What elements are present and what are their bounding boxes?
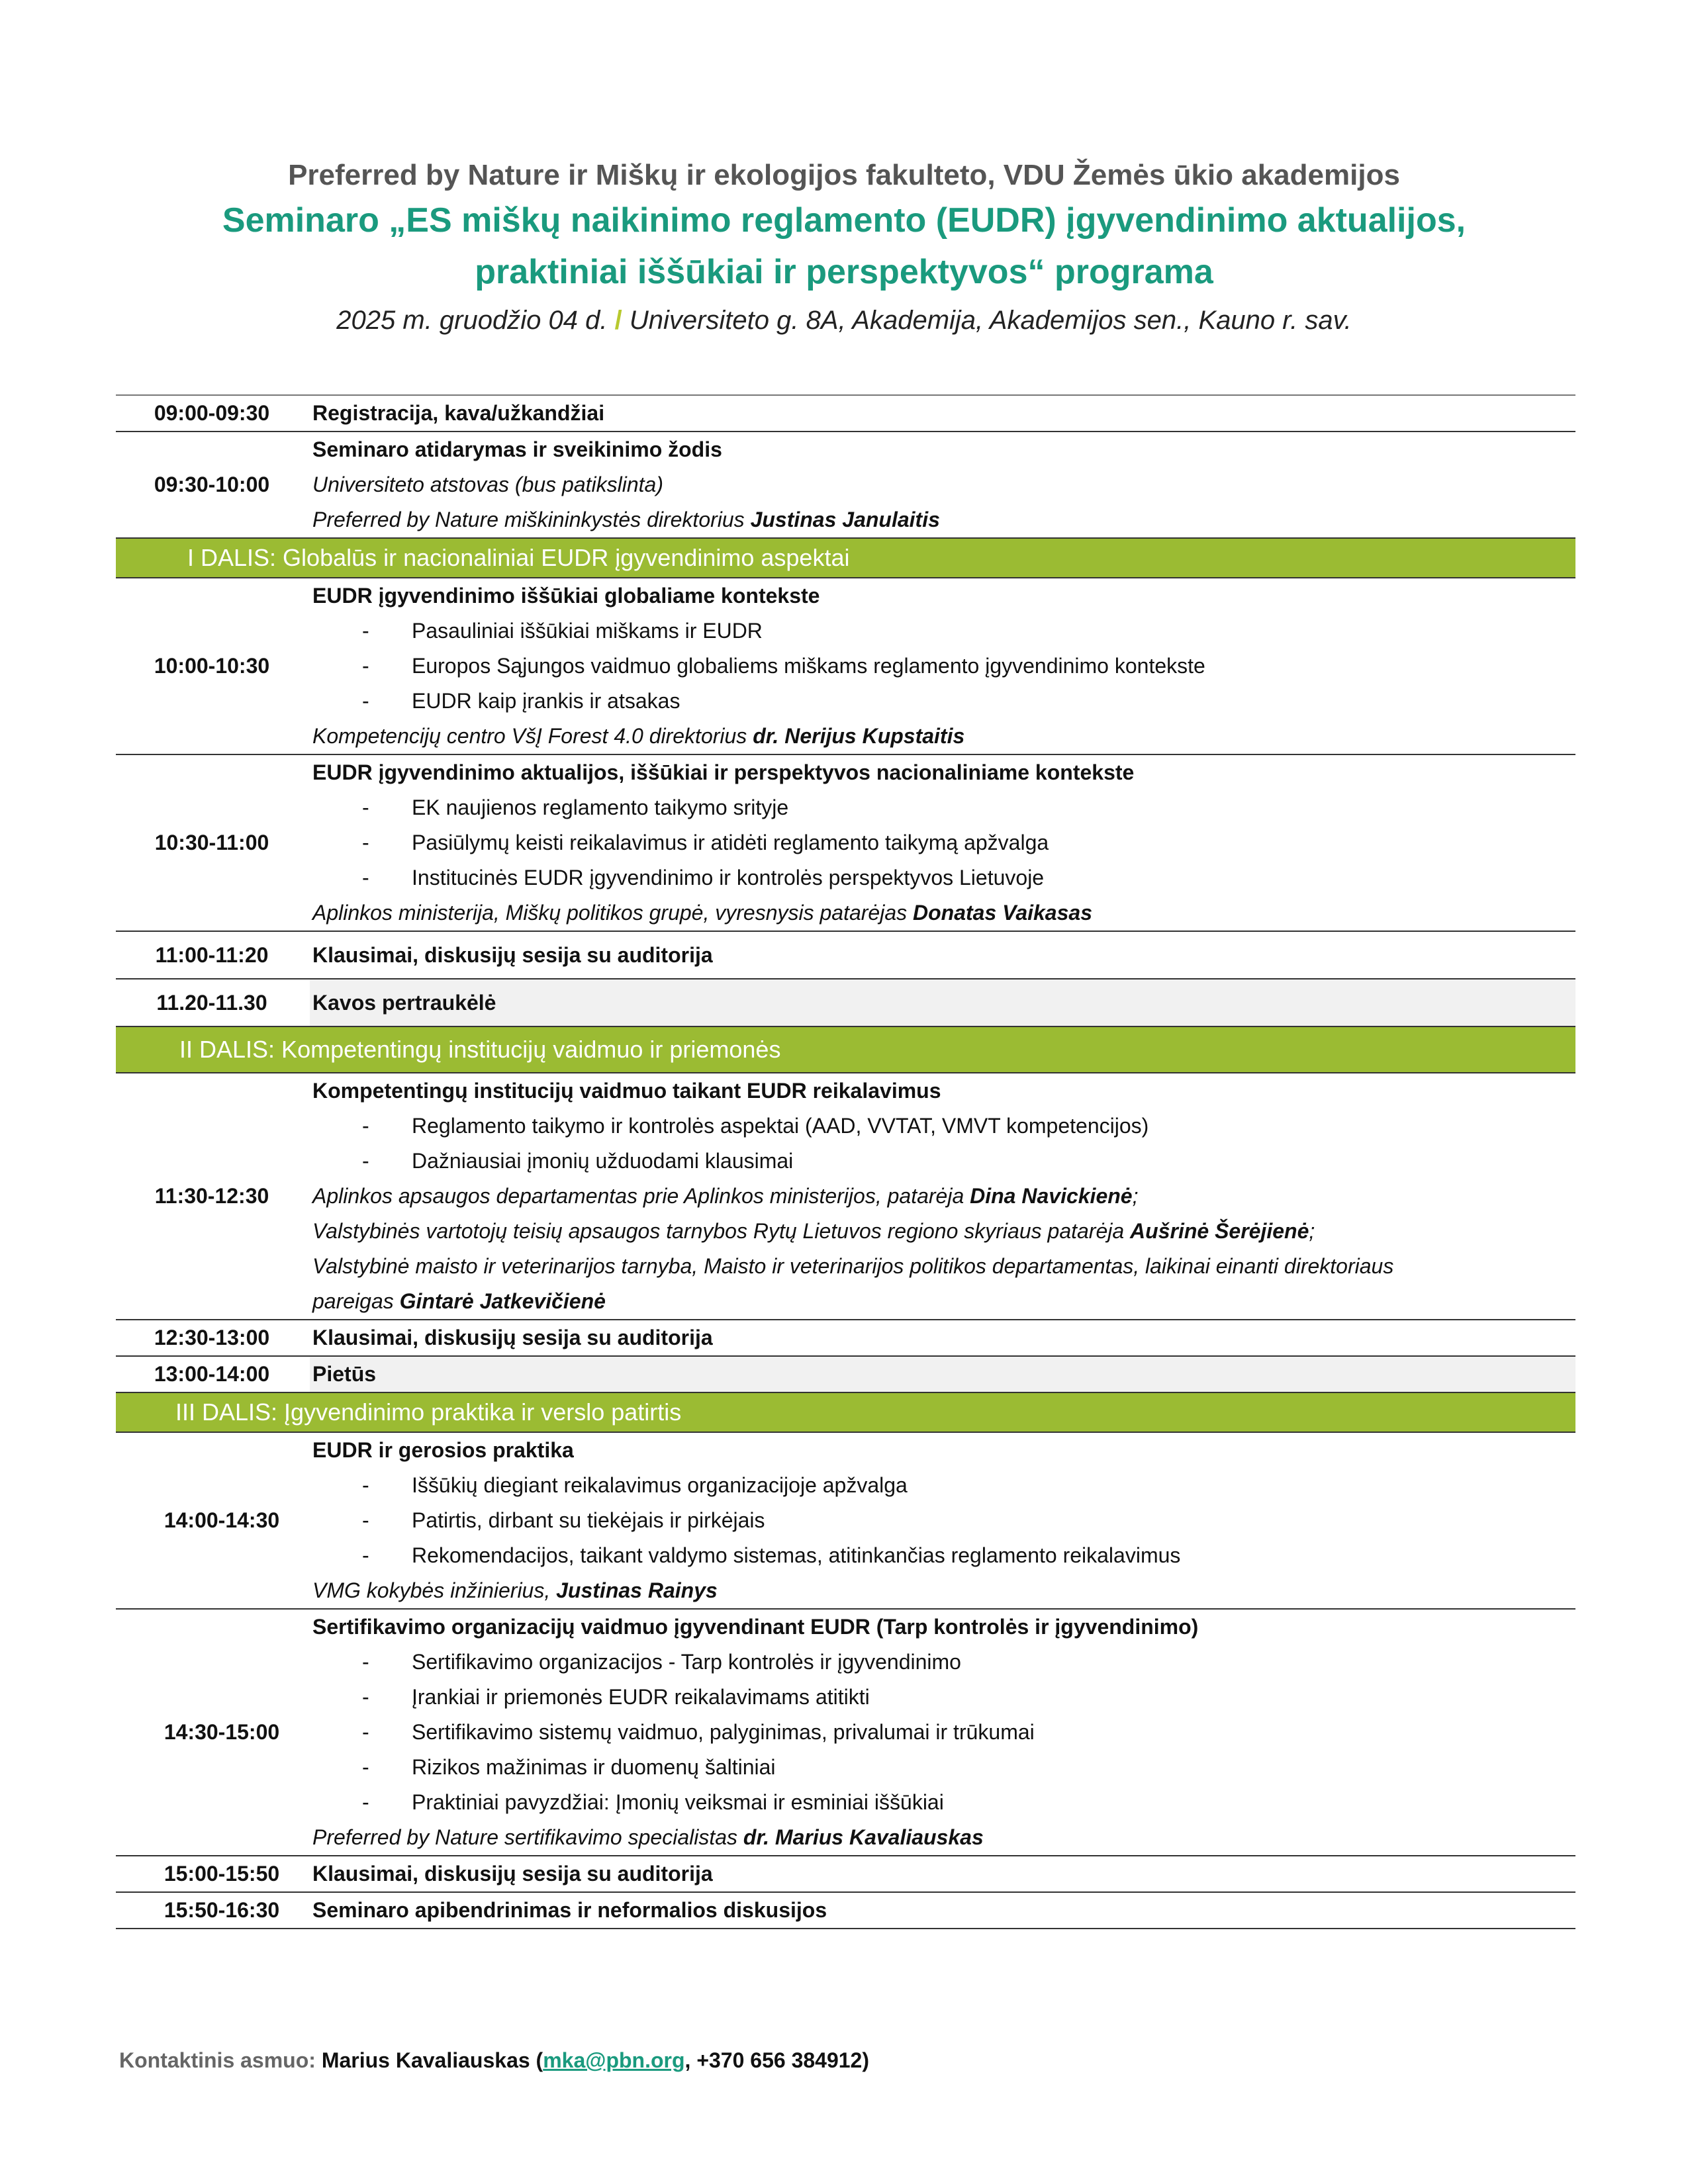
- session-title: Kavos pertraukėlė: [312, 990, 496, 1015]
- section-header: I DALIS: Globalūs ir nacionaliniai EUDR įgyvendinimo aspektai: [116, 539, 1575, 578]
- time-cell: 09:00-09:30: [154, 401, 270, 425]
- speaker-line: Valstybinės vartotojų teisių apsaugos tarnybos Rytų Lietuvos regiono skyriaus patarėja Aušrinė Šerėjienė;: [312, 1219, 1315, 1243]
- contact-name: Marius Kavaliauskas (: [321, 2048, 543, 2072]
- document-header: [0, 147, 1688, 340]
- speaker-name: Justinas Janulaitis: [750, 508, 940, 531]
- agenda-row: [116, 396, 1575, 432]
- time-cell: 14:30-15:00: [164, 1720, 280, 1744]
- agenda-row: [116, 1856, 1575, 1893]
- agenda-row: [116, 1357, 1575, 1393]
- speaker-name: dr. Marius Kavaliauskas: [743, 1825, 984, 1849]
- agenda-row: [116, 1610, 1575, 1856]
- speaker-role: Aplinkos ministerija, Miškų politikos grupė, vyresnysis patarėjas: [312, 901, 914, 925]
- speaker-role: Preferred by Nature sertifikavimo specialistas: [312, 1825, 743, 1849]
- speaker-line: Universiteto atstovas (bus patikslinta): [312, 473, 663, 496]
- agenda-row: [116, 1893, 1575, 1929]
- session-title: Kompetentingų institucijų vaidmuo taikant EUDR reikalavimus: [312, 1079, 941, 1103]
- agenda-row: [116, 432, 1575, 539]
- title-line-1: Seminaro „ES miškų naikinimo reglamento (EUDR) įgyvendinimo aktualijos,: [222, 201, 1466, 240]
- time-cell: 09:30-10:00: [154, 473, 270, 496]
- bullet-item: - Iššūkių diegiant reikalavimus organizacijoje apžvalga: [362, 1473, 908, 1497]
- section-header: II DALIS: Kompetentingų institucijų vaidmuo ir priemonės: [116, 1027, 1575, 1073]
- bullet-item: - EUDR kaip įrankis ir atsakas: [362, 689, 680, 713]
- session-title: Klausimai, diskusijų sesija su auditorija: [312, 1326, 713, 1349]
- speaker-line: [312, 1284, 1575, 1319]
- agenda-row: [116, 1320, 1575, 1357]
- speaker-line: [312, 895, 1575, 931]
- speaker-role: Valstybinės vartotojų teisių apsaugos tarnybos Rytų Lietuvos regiono skyriaus patarėja: [312, 1219, 1131, 1243]
- speaker-line: [312, 502, 1575, 537]
- speaker-line: Aplinkos apsaugos departamentas prie Aplinkos ministerijos, patarėja Dina Navickienė;: [312, 1184, 1139, 1208]
- speaker-role: Aplinkos apsaugos departamentas prie Aplinkos ministerijos, patarėja: [312, 1184, 970, 1208]
- time-cell: 10:30-11:00: [154, 831, 269, 854]
- contact-phone: , +370 656 384912): [684, 2048, 869, 2072]
- speaker-role: Preferred by Nature miškininkystės direktorius: [312, 508, 751, 531]
- bullet-item: - Dažniausiai įmonių užduodami klausimai: [362, 1149, 794, 1173]
- session-title: Pietūs: [312, 1362, 377, 1386]
- speaker-role: pareigas: [312, 1289, 400, 1313]
- bullet-item: - EK naujienos reglamento taikymo srityje: [362, 796, 789, 819]
- speaker-name: dr. Nerijus Kupstaitis: [753, 724, 965, 748]
- bullet-item: - Reglamento taikymo ir kontrolės aspektai (AAD, VVTAT, VMVT kompetencijos): [362, 1114, 1149, 1138]
- bullet-item: - Sertifikavimo sistemų vaidmuo, palyginimas, privalumai ir trūkumai: [362, 1720, 1035, 1744]
- agenda-row: [116, 932, 1575, 979]
- time-cell: 12:30-13:00: [154, 1326, 270, 1349]
- time-cell: 13:00-14:00: [154, 1362, 270, 1386]
- time-cell: 11:00-11:20: [155, 942, 269, 967]
- session-title: Seminaro apibendrinimas ir neformalios diskusijos: [312, 1898, 827, 1922]
- session-title: EUDR ir gerosios praktika: [312, 1438, 574, 1462]
- event-date: 2025 m. gruodžio 04 d.: [336, 306, 608, 335]
- session-title: Sertifikavimo organizacijų vaidmuo įgyvendinant EUDR (Tarp kontrolės ir įgyvendinimo): [312, 1615, 1199, 1639]
- session-title: Klausimai, diskusijų sesija su auditorija: [312, 942, 713, 967]
- section-header: III DALIS: Įgyvendinimo praktika ir verslo patirtis: [116, 1393, 1575, 1433]
- agenda-row: [116, 979, 1575, 1027]
- bullet-item: - Sertifikavimo organizacijos - Tarp kontrolės ir įgyvendinimo: [362, 1650, 961, 1674]
- speaker-line: [312, 1820, 1575, 1855]
- organizers-line: Preferred by Nature ir Miškų ir ekologijos fakulteto, VDU Žemės ūkio akademijos: [288, 159, 1400, 191]
- time-cell: 11.20-11.30: [156, 990, 267, 1015]
- time-cell: 10:00-10:30: [154, 654, 270, 678]
- title-line-2: praktiniai iššūkiai ir perspektyvos“ programa: [475, 253, 1213, 291]
- time-cell: 15:00-15:50: [164, 1862, 280, 1886]
- time-cell: 14:00-14:30: [164, 1508, 280, 1532]
- session-title: Seminaro atidarymas ir sveikinimo žodis: [312, 437, 722, 461]
- bullet-item: - Europos Sąjungos vaidmuo globaliems miškams reglamento įgyvendinimo kontekste: [362, 654, 1205, 678]
- session-title: Registracija, kava/užkandžiai: [312, 401, 605, 425]
- session-title: Klausimai, diskusijų sesija su auditorija: [312, 1862, 713, 1886]
- agenda-table: [116, 394, 1575, 1929]
- speaker-name: Justinas Rainys: [556, 1578, 718, 1602]
- agenda-row: [116, 1433, 1575, 1610]
- bullet-item: - Institucinės EUDR įgyvendinimo ir kontrolės perspektyvos Lietuvoje: [362, 866, 1045, 889]
- speaker-line: Valstybinė maisto ir veterinarijos tarnyba, Maisto ir veterinarijos politikos departamentas, laikinai einanti direktoriaus: [312, 1254, 1394, 1278]
- speaker-role: VMG kokybės inžinierius,: [312, 1578, 557, 1602]
- speaker-line: [312, 1573, 1575, 1608]
- speaker-name: Aušrinė Šerėjienė: [1130, 1219, 1309, 1243]
- date-location-line: [0, 300, 1688, 340]
- agenda-row: [116, 578, 1575, 755]
- session-title: EUDR įgyvendinimo aktualijos, iššūkiai ir perspektyvos nacionaliniame kontekste: [312, 760, 1135, 784]
- bullet-item: - Praktiniai pavyzdžiai: Įmonių veiksmai ir esminiai iššūkiai: [362, 1790, 944, 1814]
- bullet-item: - Įrankiai ir priemonės EUDR reikalavimams atitikti: [362, 1685, 870, 1709]
- speaker-name: Gintarė Jatkevičienė: [399, 1289, 606, 1313]
- bullet-item: - Pasauliniai iššūkiai miškams ir EUDR: [362, 619, 763, 643]
- bullet-item: - Pasiūlymų keisti reikalavimus ir atidėti reglamento taikymą apžvalga: [362, 831, 1049, 854]
- time-cell: 11:30-12:30: [154, 1184, 269, 1208]
- speaker-role: Kompetencijų centro VšĮ Forest 4.0 direktorius: [312, 724, 753, 748]
- session-title: EUDR įgyvendinimo iššūkiai globaliame kontekste: [312, 584, 820, 608]
- speaker-name: Donatas Vaikasas: [913, 901, 1092, 925]
- event-location: Universiteto g. 8A, Akademija, Akademijos sen., Kauno r. sav.: [629, 306, 1352, 335]
- speaker-name: Dina Navickienė: [970, 1184, 1133, 1208]
- bullet-item: - Patirtis, dirbant su tiekėjais ir pirkėjais: [362, 1508, 765, 1532]
- time-cell: 15:50-16:30: [164, 1898, 280, 1922]
- separator-slash: /: [614, 306, 622, 335]
- bullet-item: - Rekomendacijos, taikant valdymo sistemas, atitinkančias reglamento reikalavimus: [362, 1543, 1181, 1567]
- agenda-row: [116, 755, 1575, 932]
- speaker-line: [312, 719, 1575, 754]
- contact-label: Kontaktinis asmuo:: [119, 2048, 316, 2072]
- agenda-row: [116, 1073, 1575, 1320]
- contact-footer: [119, 2048, 869, 2073]
- contact-email-link[interactable]: mka@pbn.org: [543, 2048, 685, 2072]
- bullet-item: - Rizikos mažinimas ir duomenų šaltiniai: [362, 1755, 776, 1779]
